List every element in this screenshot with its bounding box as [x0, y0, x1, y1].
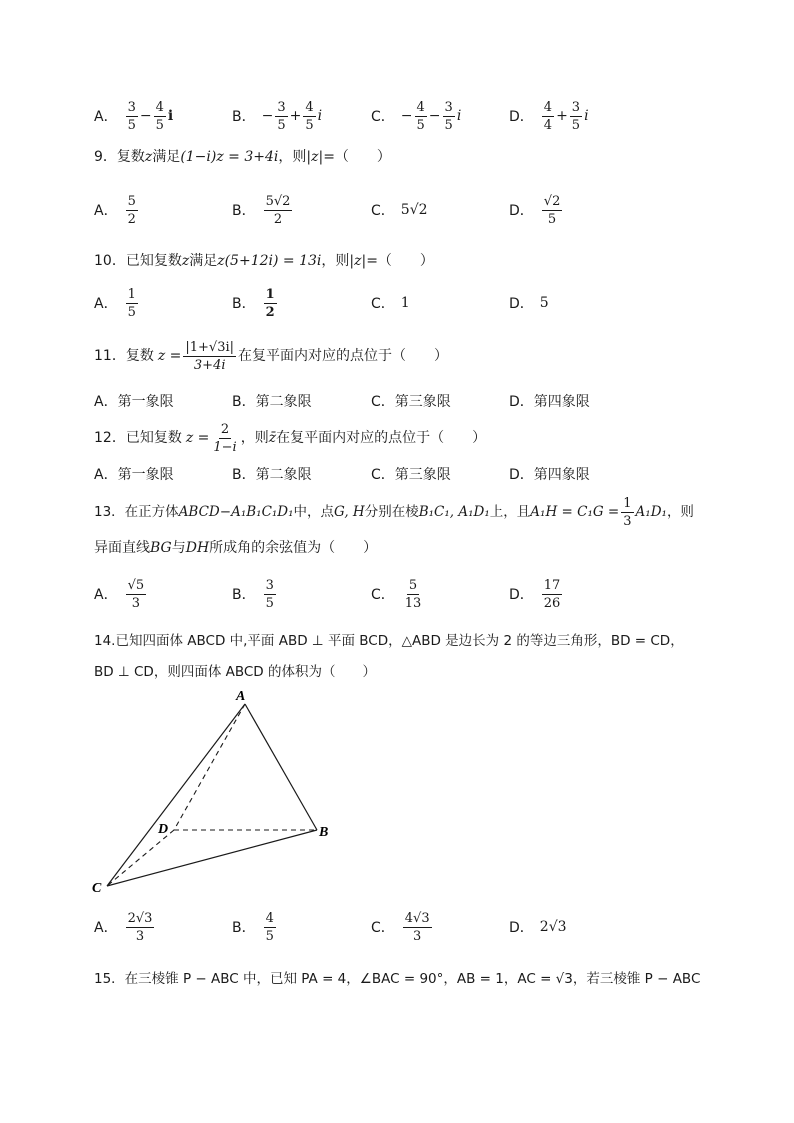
- q11-option-c[interactable]: C．第三象限: [371, 394, 451, 410]
- q14-option-b[interactable]: B． $\frac{4}{5}$: [232, 910, 274, 944]
- q11-options: [94, 392, 714, 412]
- q14-option-d[interactable]: D． 2√3: [509, 919, 567, 936]
- q9-option-c[interactable]: C． 5√2: [371, 202, 428, 219]
- q10-options: [94, 283, 714, 323]
- q10-option-c[interactable]: C． 1: [371, 295, 410, 312]
- q14-stem-line1: 14.已知四面体 ABCD 中,平面 ABD ⊥ 平面 BCD，△ABD 是边长为 2 的等边三角形，BD = CD，: [94, 633, 684, 649]
- q8-option-d[interactable]: D． $\frac{4}{4}$ + $\frac{3}{5}$ i: [509, 99, 589, 133]
- q14-stem-line2: BD ⊥ CD，则四面体 ABCD 的体积为（ ）: [94, 664, 376, 680]
- vertex-label-b: B: [319, 825, 329, 840]
- tetrahedron-figure: [88, 684, 348, 896]
- q15-stem-line1: 15．在三棱锥 P − ABC 中，已知 PA = 4，∠BAC = 90°，AB = 1，AC = √3，若三棱锥 P − ABC: [94, 971, 701, 987]
- q8-options: [94, 96, 714, 136]
- q9-option-a[interactable]: A． $\frac{5}{2}$: [94, 193, 136, 227]
- q13-options: [94, 574, 714, 614]
- q12-option-d[interactable]: D．第四象限: [509, 467, 590, 483]
- q10-stem: 10．已知复数z满足z(5+12i) = 13i，则|z|=（ ）: [94, 253, 434, 269]
- vertex-label-d: D: [158, 822, 169, 837]
- q12-stem: 12．已知复数 z = $\frac{2}{1-i}$ ，则 z̄ 在复平面内对应的点位于（ ）: [94, 421, 487, 455]
- q13-option-d[interactable]: D． $\frac{17}{26}$: [509, 577, 561, 611]
- q13-option-c[interactable]: C． $\frac{5}{13}$: [371, 577, 422, 611]
- q12-options: [94, 465, 714, 485]
- q9-option-b[interactable]: B． $\frac{5√2}{2}$: [232, 193, 291, 227]
- q8-option-b[interactable]: B． − $\frac{3}{5}$ + $\frac{4}{5}$ i: [232, 99, 323, 133]
- q10-option-b[interactable]: B． $\frac{1}{2}$: [232, 286, 275, 320]
- q8-option-c[interactable]: C． − $\frac{4}{5}$ − $\frac{3}{5}$ i: [371, 99, 462, 133]
- q13-stem-line2: 异面直线BG与DH所成角的余弦值为（ ）: [94, 540, 378, 556]
- q14-option-c[interactable]: C． $\frac{4√3}{3}$: [371, 910, 430, 944]
- vertex-label-a: A: [236, 689, 246, 704]
- vertex-label-c: C: [92, 881, 102, 896]
- q10-option-d[interactable]: D． 5: [509, 295, 549, 312]
- q11-option-d[interactable]: D．第四象限: [509, 394, 590, 410]
- q13-option-a[interactable]: A． $\frac{√5}{3}$: [94, 577, 145, 611]
- edge-ab: [245, 704, 317, 830]
- edge-ad-hidden: [174, 704, 245, 830]
- q9-stem: 9．复数z满足(1−i)z = 3+4i，则|z|=（ ）: [94, 149, 391, 165]
- q8-option-a[interactable]: A． $\frac{3}{5}$ − $\frac{4}{5}$ i: [94, 99, 174, 133]
- q11-option-b[interactable]: B．第二象限: [232, 394, 312, 410]
- edge-ac: [107, 704, 245, 886]
- q12-option-c[interactable]: C．第三象限: [371, 467, 451, 483]
- q9-option-d[interactable]: D． $\frac{√2}{5}$: [509, 193, 561, 227]
- q13-option-b[interactable]: B． $\frac{3}{5}$: [232, 577, 274, 611]
- q11-stem: 11．复数 z = $\frac{|1+√3i|}{3+4i}$ 在复平面内对应的点位于（ ）: [94, 339, 449, 373]
- q12-option-b[interactable]: B．第二象限: [232, 467, 312, 483]
- q14-options: [94, 907, 714, 947]
- q9-options: [94, 190, 714, 230]
- q12-option-a[interactable]: A．第一象限: [94, 467, 174, 483]
- q11-option-a[interactable]: A．第一象限: [94, 394, 174, 410]
- q13-stem-line1: 13．在正方体 ABCD−A₁B₁C₁D₁ 中，点 G, H 分别在棱 B₁C₁, A₁D₁ 上，且 A₁H = C₁G = $\frac{1}{3}$ A₁D₁ ，则: [94, 495, 694, 529]
- edge-cb: [107, 830, 317, 886]
- q10-option-a[interactable]: A． $\frac{1}{5}$: [94, 286, 136, 320]
- q14-option-a[interactable]: A． $\frac{2√3}{3}$: [94, 910, 153, 944]
